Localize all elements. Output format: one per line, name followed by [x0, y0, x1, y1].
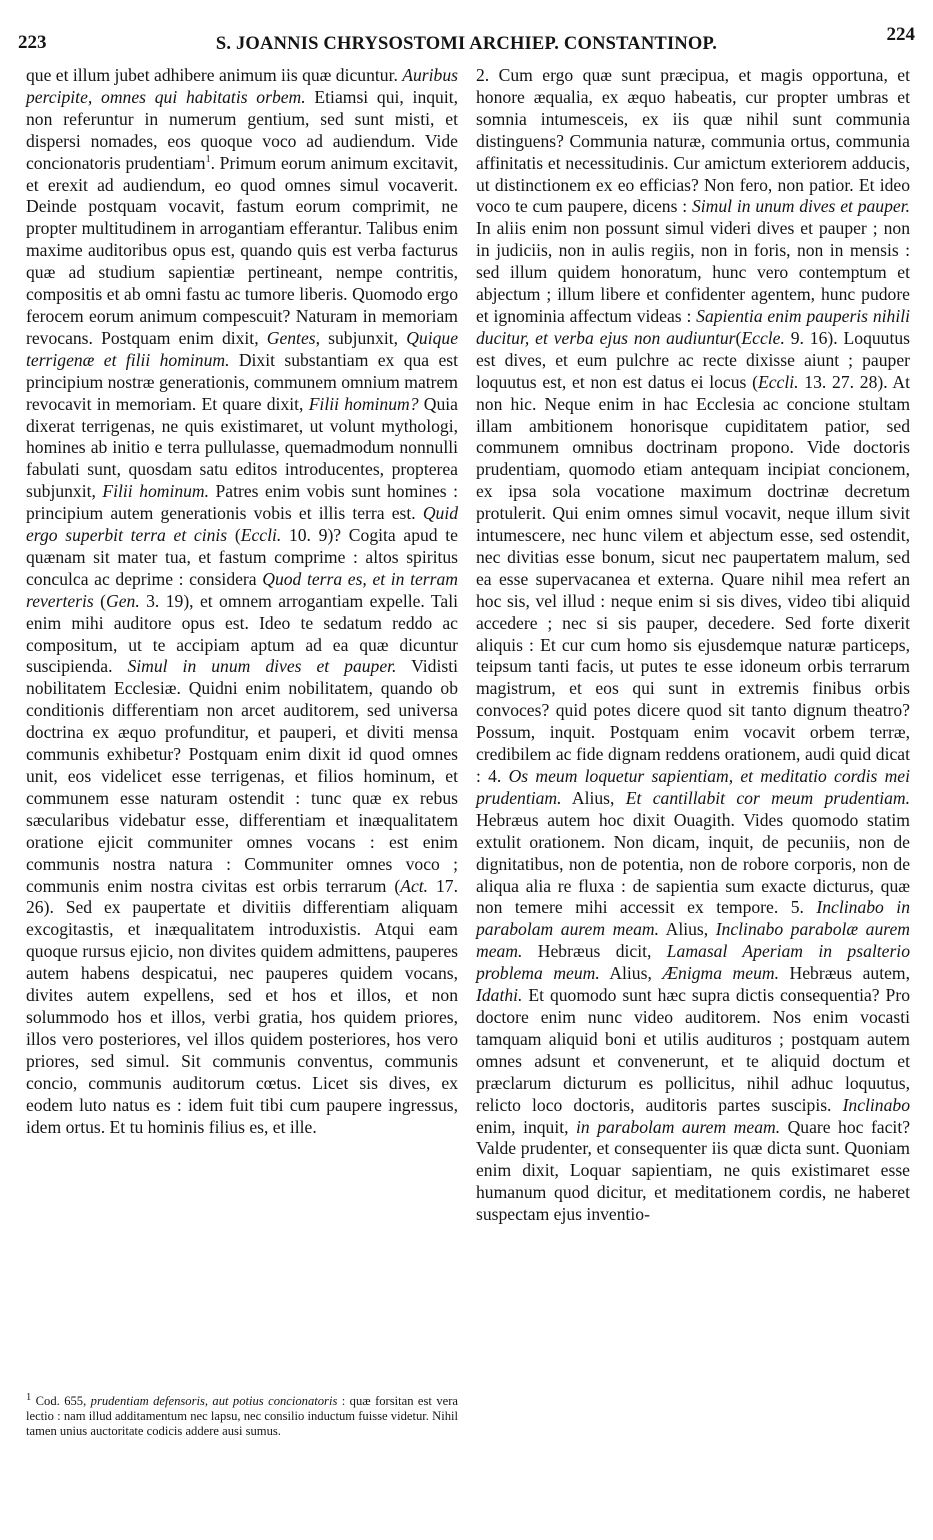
page-number-left: 223	[18, 32, 47, 53]
italic-run: Lamasal Aperiam in psalterio problema meum.	[476, 941, 910, 984]
text-run: Patres enim vobis sunt homines : principium autem generationis vobis et illis terra est.	[26, 481, 458, 524]
italic-run: Et cantillabit cor meum prudentiam.	[625, 787, 911, 808]
text-run: In aliis enim non possunt simul videri dives et pauper ; non in judiciis, non in aulis regiis, non in foris, non in mensis : sed illum quidem honoratum, hunc vero contemptum et abjectum ; illum libere et confidenter agentem, hunc pudore et ignominia affectum videas :	[476, 218, 910, 326]
italic-run: Inclinabo in parabolam aurem meam.	[476, 897, 910, 940]
text-run: Etiamsi qui, inquit, non referuntur in numerum gentium, sed sunt misti, et dispersi nomades, eos quoque voco ad audiendum. Vide concionatoris prudentiam	[26, 86, 459, 173]
italic-run: Idathi.	[476, 985, 523, 1006]
page-number-right: 224	[886, 24, 915, 45]
italic-run: Simul in unum dives et pauper.	[127, 656, 397, 677]
text-run: (	[227, 525, 241, 546]
text-run: Alius,	[599, 963, 663, 984]
italic-run: Auribus percipite, omnes qui habitatis orbem.	[26, 65, 458, 107]
italic-run: Gen.	[106, 590, 140, 611]
footnote-marker: 1	[26, 1392, 32, 1403]
text-run: Vidisti nobilitatem Ecclesiæ. Quidni enim nobilitatem, quando ob conditionis differentiam non arcet auditorem, sed universa doctrina ex æquo profunditur, et pauperi, et diviti mensa communis exhibetur? Postquam enim dixit id quod omnes unit, eos videlicet esse terrigenas, et filios hominum, et communem esse naturam ostendit : tunc quæ ex rebus sæcularibus videbatur esse, differentiam et inæqualitatem oratione ejicit communiter omnes vocans : est enim communis nostra natura : Communiter omnes voco ; communis enim nostra civitas est orbis terrarum (	[26, 656, 458, 896]
running-title: S. JOANNIS CHRYSOSTOMI ARCHIEP. CONSTANTINOP.	[215, 34, 718, 54]
text-run: Et quomodo sunt hæc supra dictis consequentia? Pro doctore enim nunc video auditorem. Nos enim vocasti tamquam aliquid boni et utilis audituros ; postquam autem omnes adsunt et convenerunt, et te aliquid doctum et præclarum dicturum es pollicitus, nihil adhuc loquutus, relicto loco doctoris, auditoris partes suscipis.	[476, 985, 910, 1115]
italic-run: Os meum loquetur sapientiam, et meditatio cordis mei prudentiam.	[476, 766, 910, 808]
text-run: . Primum eorum animum excitavit, et erexit ad audiendum, eo quod omnes simul vocaverit. Deinde postquam vocavit, fastum eorum comprimit, ne propter multitudinem in arrogantiam efferantur. Talibus enim maxime auditoribus opus est, quando quis est verba facturus quæ ad studium sapientiæ pertineant, nempe contritis, compositis et ab omni fastu ac tumore liberis. Quomodo ergo ferocem eorum animum compescuit? Naturam in memoriam revocans. Postquam enim dixit,	[26, 152, 458, 348]
text-run: , subjunxit,	[315, 327, 407, 348]
italic-run: Eccle.	[741, 327, 785, 348]
text-run: 2. Cum ergo quæ sunt præcipua, et magis opportuna, et honore æqualia, ex æquo habeatis, cur propter umbras et somnia intumesceis, ex iis quæ nihil sunt communia distinguens? Communia naturæ, communia ortus, communia affinitatis et necessitudinis. Cur amictum exteriorem adducis, ut distinctionem ex eo efficias? Non fero, non patior. Et ideo voco te cum paupere, dicens :	[476, 65, 910, 217]
italic-run: Filii hominum?	[308, 393, 419, 414]
italic-run: Sapientia enim pauperis nihili ducitur, et verba ejus non audiuntur	[476, 305, 910, 348]
italic-run: Simul in unum dives et pauper.	[691, 196, 910, 217]
running-head	[18, 24, 915, 58]
italic-run: Inclinabo parabolæ aurem meam.	[476, 919, 910, 962]
text-run: Hebræus dicit,	[522, 941, 667, 962]
text-run: Alius,	[561, 787, 626, 808]
italic-run: Eccli.	[240, 525, 282, 546]
right-column-text	[476, 65, 910, 1226]
italic-run: Quid ergo superbit terra et cinis	[26, 503, 458, 546]
italic-run: prudentiam defensoris, aut potius concionatoris	[90, 1394, 338, 1409]
italic-run: in parabolam aurem meam.	[576, 1116, 781, 1137]
italic-run: Quod terra es, et in terram reverteris	[26, 568, 458, 611]
left-column	[26, 65, 458, 1138]
italic-run: Act.	[400, 875, 429, 896]
text-run: Quare hoc facit? Valde prudenter, et consequenter iis quæ dicta sunt. Quoniam enim dixit, Loquar sapientiam, ne quis existimaret esse humanum quod dicitur, et meditationem cordis, ne haberet suspectam ejus inventio-	[476, 1116, 911, 1225]
text-run: enim, inquit,	[476, 1116, 577, 1137]
italic-run: Quique terrigenæ et filii hominum.	[26, 327, 458, 370]
italic-run: Filii hominum.	[102, 481, 210, 502]
text-run: 13. 27. 28). At non hic. Neque enim in hac Ecclesia ac concione stultam illam ambitionem honorisque cupiditatem patior, sed communem omnibus doctrinam propono. Vide doctoris prudentiam, quomodo etiam antequam incipiat concionem, ex ipsa sola vocatione maximum doctrinæ decretum protulerit. Qui enim omnes simul vocavit, neque illum sivit intumescere, nec hunc vilem et abjectum esse, sed ostendit, nec divitias esse bonum, sicut nec paupertatem malum, sed ea esse supervacanea et externa. Quare nihil mea refert an hoc sis, vel illud : neque enim si sis dives, video tibi aliquid accedere ; nec si sis pauper, decedere. Sed forte dixerit aliquis : Et cur cum homo sis ejusdemque naturæ particeps, teipsum tanti facis, ut putes te esse idoneum orbis terrarum magistrum, et eos qui sunt in extremis finibus orbis convoces? quid potes dicere quod sit tanto dignum theatro? Possum, inquit. Postquam enim vocavit orbem terræ, credibilem ac fide dignam reddens orationem, audi quid dicat : 4.	[476, 371, 910, 786]
footnote-marker: 1	[205, 153, 211, 165]
text-run: Hebræus autem,	[778, 963, 910, 984]
italic-run: Inclinabo	[842, 1094, 910, 1115]
left-column-text	[26, 65, 458, 1138]
footnote-text	[26, 1390, 458, 1439]
text-run: 10. 9)? Cogita apud te quænam sit mater tua, et fastum comprime : altos spiritus conculca ac deprime : considera	[26, 525, 458, 589]
text-run: Quia dixerat terrigenas, ne quis existimaret, ut volunt mythologi, homines ab initio e terra pullulasse, quemadmodum nonnulli fabulati sunt, quosdam satu editos introducentes, propterea subjunxit,	[26, 393, 458, 502]
text-run: : quæ forsitan est vera lectio : nam illud additamentum nec lapsu, nec consilio inductum fuisse videtur. Nihil tamen unius auctoritate codicis addere ausi sumus.	[26, 1394, 458, 1439]
right-column	[476, 65, 910, 1226]
text-run: Hebræus autem hoc dixit Ouagith. Vides quomodo statim extulit orationem. Non dicam, inquit, de pecuniis, non de dignitatibus, non de potentia, non de robore corporis, non de aliqua alia re fluxa : de sapientia sum exacte dicturus, quæ non temere mihi accessit ex tempore. 5.	[476, 809, 910, 918]
text-run: que et illum jubet adhibere animum iis quæ dicuntur.	[26, 65, 403, 85]
italic-run: Gentes	[266, 327, 316, 348]
text-run: 17. 26). Sed ex paupertate et divitiis differentiam aliquam excogitastis, et inæqualitatem introduxistis. Atqui eam quoque rursus ejicio, non divites quidem admittens, pauperes autem habens despicatui, nec pauperes quidem vocans, divites autem expellens, sed et hos et illos, et non solummodo hos et illos, verbi gratia, hos quidem priores, illos vero posteriores, vel illos quidem posteriores, hos vero priores, sed simul. Sit communis conventus, communis concio, communis auditorum cœtus. Licet sis dives, ex eodem luto natus es : idem fuit tibi cum paupere ingressus, idem ortus. Et tu hominis filius es, et ille.	[26, 875, 459, 1137]
text-run: 3. 19), et omnem arrogantiam expelle. Tali enim mihi auditore opus est. Ideo te sedatum reddo ac compositum, ut te accipiam aptum ad ea quæ dicuntur suscipienda.	[26, 590, 458, 677]
text-run: Cod. 655,	[31, 1394, 91, 1409]
text-run: (	[735, 327, 742, 348]
italic-run: Ænigma meum.	[662, 963, 779, 984]
footnote	[26, 1390, 458, 1439]
text-run: (	[93, 590, 107, 611]
text-run: 9. 16). Loquutus est dives, et eum pulchre ac recte dixisse aiunt ; pauper loquutus est, et non est datus ei locus (	[476, 327, 910, 392]
text-run: Dixit substantiam ex qua est principium nostræ generationis, communem omnium matrem revocavit in memoriam. Et quare dixit,	[26, 349, 458, 414]
italic-run: Eccli.	[758, 371, 799, 392]
text-run: Alius,	[659, 919, 716, 940]
